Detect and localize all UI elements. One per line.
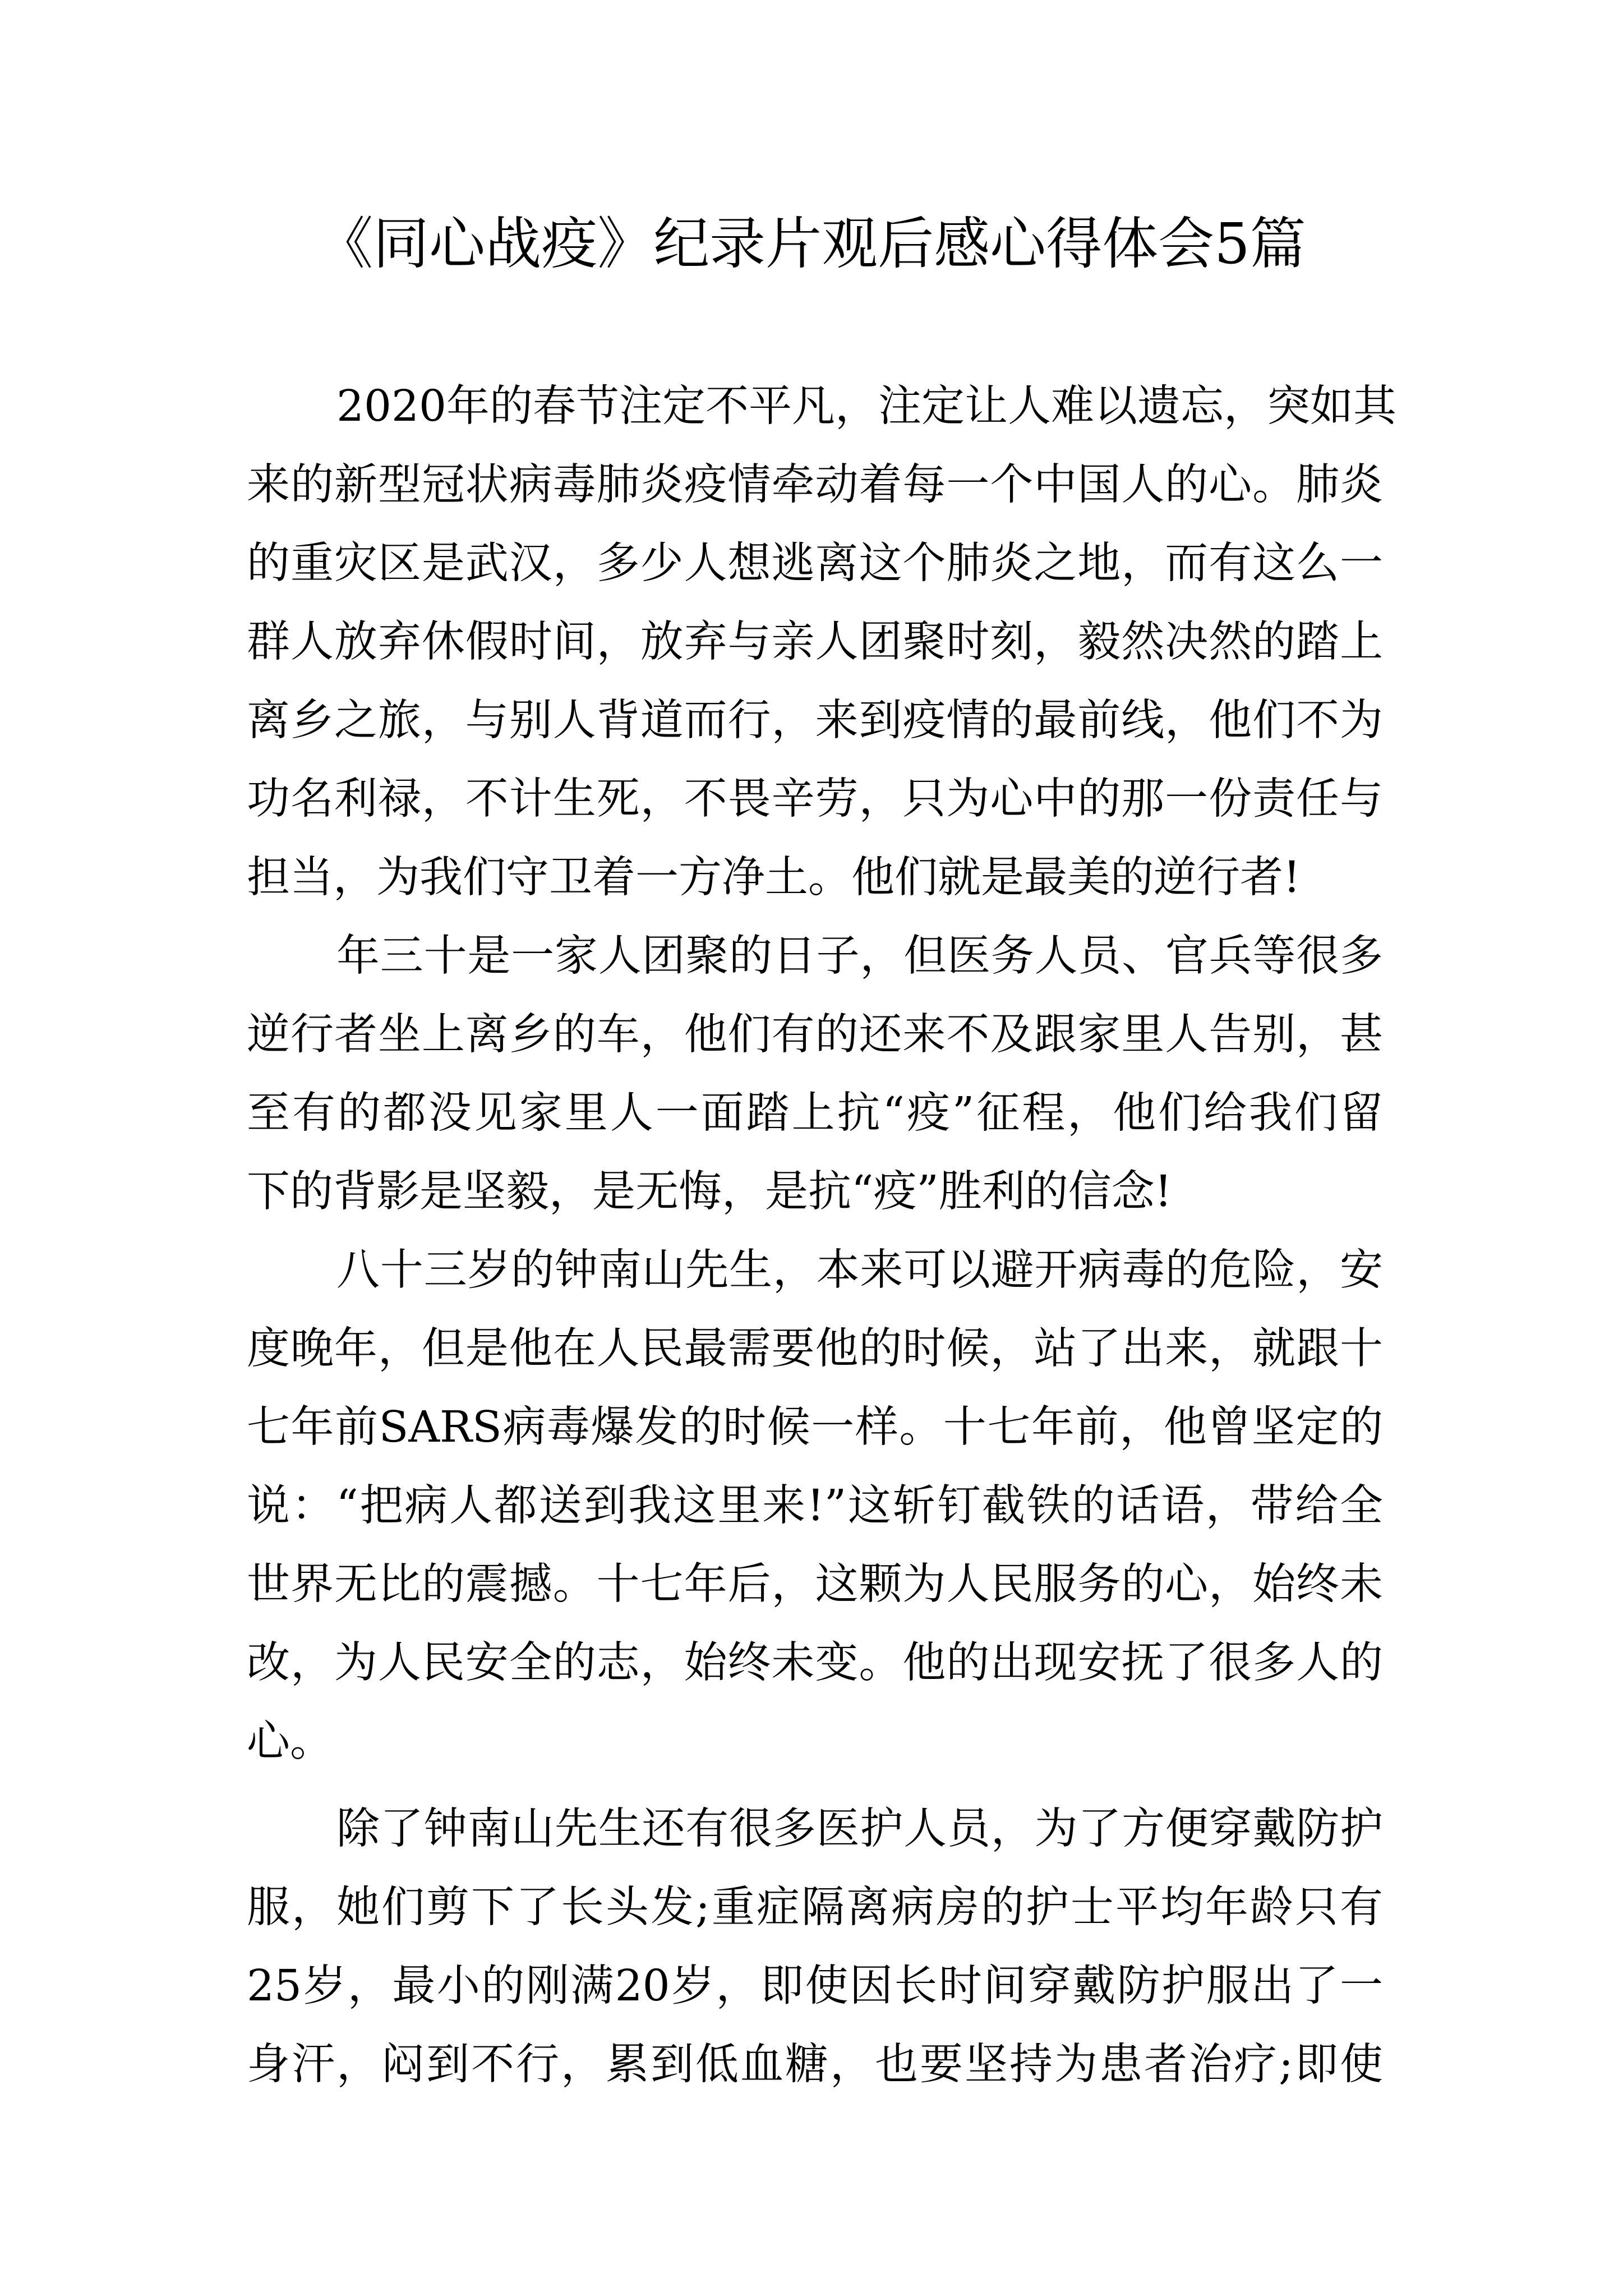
text-line: 25岁，最小的刚满20岁，即使因长时间穿戴防护服出了一	[247, 1961, 1383, 2011]
paragraph-spacer	[247, 1781, 1383, 1790]
paragraph	[247, 367, 1396, 917]
text-line: 除了钟南山先生还有很多医护人员，为了方便穿戴防护	[336, 1804, 1383, 1854]
text-line: 离乡之旅，与别人背道而行，来到疫情的最前线，他们不为	[247, 696, 1383, 746]
text-line: 改，为人民安全的志，始终未变。他的出现安抚了很多人的	[247, 1638, 1383, 1688]
text-line: 的重灾区是武汉，多少人想逃离这个肺炎之地，而有这么一	[247, 539, 1383, 588]
paragraph	[247, 1790, 1383, 2104]
text-line: 七年前SARS病毒爆发的时候一样。十七年前，他曾坚定的	[247, 1402, 1383, 1452]
paragraph	[247, 1231, 1383, 1781]
text-line: 逆行者坐上离乡的车，他们有的还来不及跟家里人告别，甚	[247, 1010, 1383, 1060]
text-line: 担当，为我们守卫着一方净土。他们就是最美的逆行者!	[247, 853, 1301, 903]
text-line: 八十三岁的钟南山先生，本来可以避开病毒的危险，安	[336, 1245, 1383, 1295]
text-line: 世界无比的震撼。十七年后，这颗为人民服务的心，始终未	[247, 1559, 1383, 1609]
paragraph	[247, 917, 1383, 1231]
text-line: 群人放弃休假时间，放弃与亲人团聚时刻，毅然决然的踏上	[247, 617, 1383, 667]
text-line: 功名利禄，不计生死，不畏辛劳，只为心中的那一份责任与	[247, 774, 1383, 824]
document-title: 《同心战疫》纪录片观后感心得体会5篇	[317, 211, 1306, 277]
text-line: 下的背影是坚毅，是无悔，是抗“疫”胜利的信念!	[247, 1167, 1172, 1217]
text-line: 2020年的春节注定不平凡，注定让人难以遗忘，突如其	[336, 381, 1396, 431]
text-line: 至有的都没见家里人一面踏上抗“疫”征程，他们给我们留	[247, 1088, 1383, 1138]
text-line: 来的新型冠状病毒肺炎疫情牵动着每一个中国人的心。肺炎	[247, 460, 1383, 510]
document-body	[247, 367, 1396, 2104]
text-line: 度晚年，但是他在人民最需要他的时候，站了出来，就跟十	[247, 1324, 1383, 1374]
text-line: 服，她们剪下了长头发;重症隔离病房的护士平均年龄只有	[247, 1883, 1383, 1932]
text-line: 心。	[247, 1717, 333, 1766]
text-line: 年三十是一家人团聚的日子，但医务人员、官兵等很多	[336, 931, 1383, 981]
text-line: 身汗，闷到不行，累到低血糖，也要坚持为患者治疗;即使	[247, 2040, 1383, 2090]
text-line: 说：“把病人都送到我这里来!”这斩钉截铁的话语，带给全	[247, 1481, 1383, 1531]
